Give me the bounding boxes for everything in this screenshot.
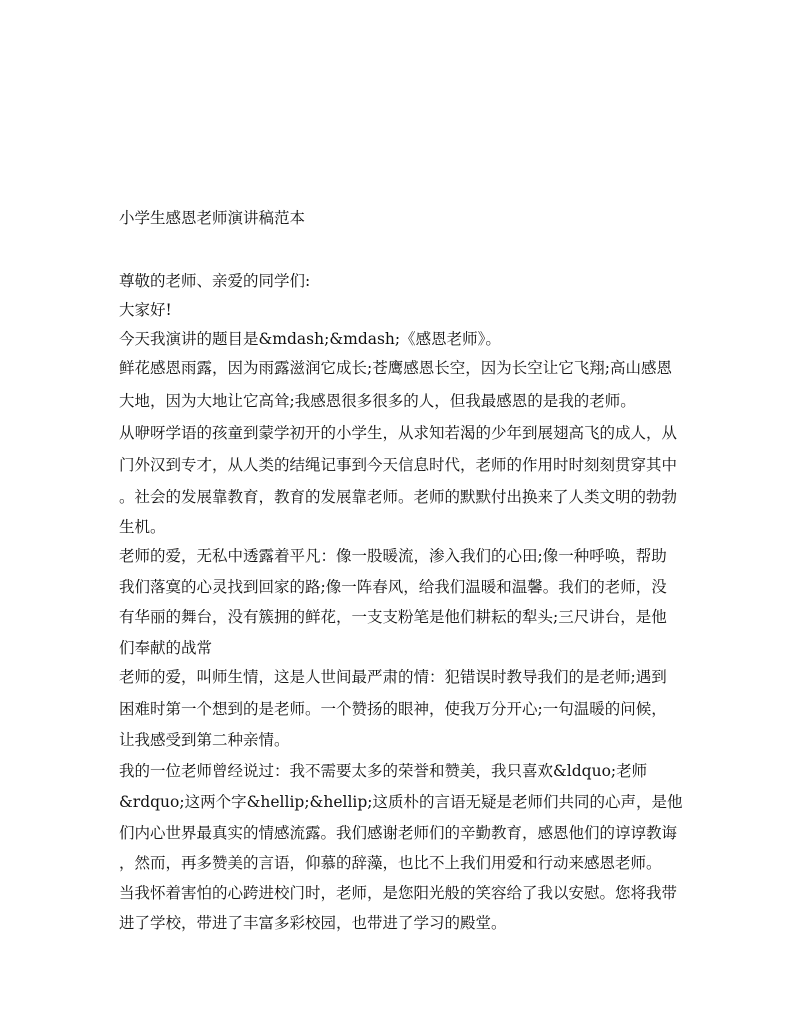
- text-line: 让我感受到第二种亲情。: [119, 731, 290, 749]
- text-line: 从咿呀学语的孩童到蒙学初开的小学生，从求知若渴的少年到展翅高飞的成人，从: [119, 424, 678, 442]
- document-title: 小学生感恩老师演讲稿范本: [119, 209, 306, 227]
- text-line: 今天我演讲的题目是&mdash;&mdash;《感恩老师》。: [119, 330, 501, 348]
- text-line: 困难时第一个想到的是老师。一个赞扬的眼神，使我万分开心;一句温暖的问候，: [119, 700, 667, 718]
- text-line: 进了学校，带进了丰富多彩校园，也带进了学习的殿堂。: [119, 914, 507, 932]
- text-line: 。社会的发展靠教育，教育的发展靠老师。老师的默默付出换来了人类文明的勃勃: [119, 488, 678, 506]
- text-line: 老师的爱，无私中透露着平凡：像一股暖流，渗入我们的心田;像一种呼唤，帮助: [119, 547, 667, 565]
- text-line: &rdquo;这两个字&hellip;&hellip;这质朴的言语无疑是老师们共同的心声，是他: [119, 793, 683, 811]
- text-line: 大地，因为大地让它高耸;我感恩很多很多的人，但我最感恩的是我的老师。: [119, 392, 636, 410]
- text-line: 我的一位老师曾经说过：我不需要太多的荣誉和赞美，我只喜欢&ldquo;老师: [119, 762, 648, 780]
- text-line: 门外汉到专才，从人类的结绳记事到今天信息时代，老师的作用时时刻刻贯穿其中: [119, 456, 678, 474]
- text-line: 有华丽的舞台，没有簇拥的鲜花，一支支粉笔是他们耕耘的犁头;三尺讲台，是他: [119, 608, 667, 626]
- text-line: 们奉献的战常: [119, 639, 213, 657]
- text-line: 们内心世界最真实的情感流露。我们感谢老师们的辛勤教育，感恩他们的谆谆教诲: [119, 824, 678, 842]
- text-line: 我们落寞的心灵找到回家的路;像一阵春风，给我们温暖和温馨。我们的老师，没: [119, 578, 667, 596]
- text-line: 生机。: [119, 518, 166, 536]
- text-line: 鲜花感恩雨露，因为雨露滋润它成长;苍鹰感恩长空，因为长空让它飞翔;高山感恩: [119, 359, 672, 377]
- text-line: 尊敬的老师、亲爱的同学们:: [119, 272, 311, 290]
- text-line: 老师的爱，叫师生情，这是人世间最严肃的情：犯错误时教导我们的是老师;遇到: [119, 668, 667, 686]
- text-line: 大家好!: [119, 301, 172, 319]
- text-line: ，然而，再多赞美的言语，仰慕的辞藻，也比不上我们用爱和行动来感恩老师。: [119, 854, 662, 872]
- text-line: 当我怀着害怕的心跨进校门时，老师，是您阳光般的笑容给了我以安慰。您将我带: [119, 884, 678, 902]
